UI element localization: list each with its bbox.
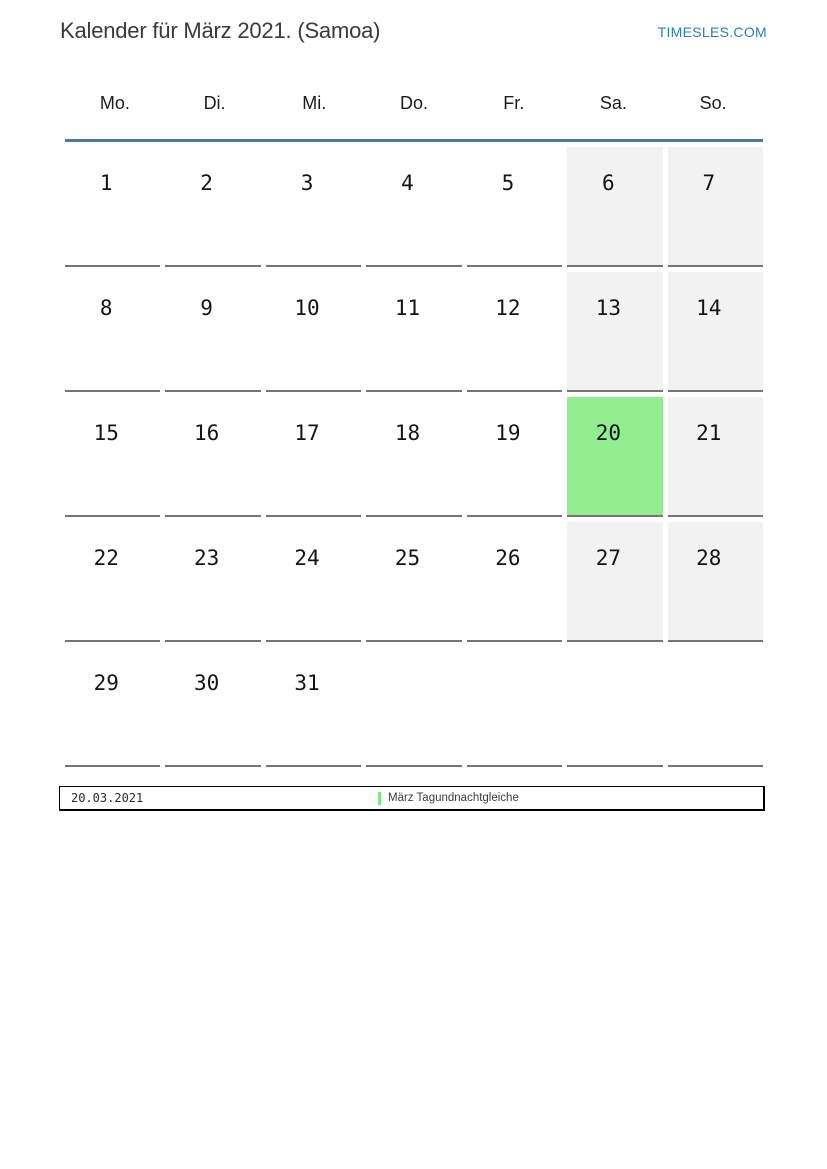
day-cell-empty <box>668 647 763 767</box>
legend-entry <box>378 792 519 805</box>
weekday-header-mi: Mi. <box>302 93 327 113</box>
day-cell-empty <box>567 647 662 767</box>
day-cell-31: 31 <box>266 647 361 767</box>
day-cell-17: 17 <box>266 397 361 517</box>
week-row <box>65 272 763 392</box>
day-cell-7: 7 <box>668 147 763 267</box>
calendar-grid <box>65 147 763 767</box>
week-row <box>65 397 763 517</box>
day-cell-24: 24 <box>266 522 361 642</box>
day-cell-11: 11 <box>366 272 461 392</box>
day-cell-15: 15 <box>65 397 160 517</box>
weekday-header-mo: Mo. <box>99 93 130 113</box>
brand-link[interactable]: TIMESLES.COM <box>657 24 767 40</box>
day-cell-5: 5 <box>467 147 562 267</box>
day-cell-8: 8 <box>65 272 160 392</box>
page-title: Kalender für März 2021. (Samoa) <box>60 18 381 43</box>
week-row <box>65 647 763 767</box>
weekday-header-sa: Sa. <box>599 93 627 113</box>
day-cell-13: 13 <box>567 272 662 392</box>
legend-bar <box>59 786 765 811</box>
day-cell-22: 22 <box>65 522 160 642</box>
day-cell-2: 2 <box>165 147 260 267</box>
week-row <box>65 147 763 267</box>
legend-label: März Tagundnachtgleiche <box>388 792 519 804</box>
weekday-header-so: So. <box>699 93 727 113</box>
day-cell-4: 4 <box>366 147 461 267</box>
day-cell-10: 10 <box>266 272 361 392</box>
legend-date: 20.03.2021 <box>71 791 144 805</box>
day-cell-20: 20 <box>567 397 662 517</box>
week-row <box>65 522 763 642</box>
day-cell-9: 9 <box>165 272 260 392</box>
day-cell-1: 1 <box>65 147 160 267</box>
weekday-header-di: Di. <box>203 93 226 113</box>
day-cell-12: 12 <box>467 272 562 392</box>
day-cell-empty <box>467 647 562 767</box>
day-cell-30: 30 <box>165 647 260 767</box>
day-cell-16: 16 <box>165 397 260 517</box>
day-cell-28: 28 <box>668 522 763 642</box>
equinox-marker-icon <box>378 792 381 805</box>
day-cell-26: 26 <box>467 522 562 642</box>
day-cell-25: 25 <box>366 522 461 642</box>
day-cell-14: 14 <box>668 272 763 392</box>
day-cell-23: 23 <box>165 522 260 642</box>
calendar <box>65 85 763 772</box>
day-cell-29: 29 <box>65 647 160 767</box>
day-cell-19: 19 <box>467 397 562 517</box>
day-cell-6: 6 <box>567 147 662 267</box>
day-cell-27: 27 <box>567 522 662 642</box>
weekday-header-do: Do. <box>399 93 428 113</box>
day-cell-18: 18 <box>366 397 461 517</box>
day-cell-3: 3 <box>266 147 361 267</box>
day-cell-empty <box>366 647 461 767</box>
weekday-header-row <box>65 85 763 142</box>
day-cell-21: 21 <box>668 397 763 517</box>
weekday-header-fr: Fr. <box>503 93 525 113</box>
